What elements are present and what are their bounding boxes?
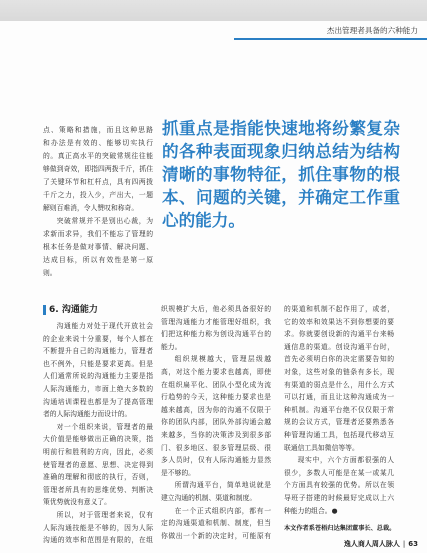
text-line: 则。	[43, 269, 57, 277]
text-line: 种机制。沟通平台绝不仅仅限于常	[284, 405, 394, 414]
running-header-title: 杰出管理者具备的六种能力	[326, 26, 418, 35]
text-line: 抓重点是指能快速地将纷繁复杂	[162, 119, 400, 138]
text-line: 沟通的效率和范围是有限的，在组	[43, 536, 153, 545]
text-line: 种管理沟通工具，包括现代移动互	[284, 430, 394, 439]
header-band	[0, 0, 427, 21]
text-line: 对一个组织来说，管理者的最	[56, 422, 153, 431]
paragraph	[162, 117, 400, 232]
text-line: 对象，这些对象的链条有多长，现	[284, 367, 394, 376]
text-line: 点、策略和措施，而且这种思路	[43, 126, 153, 134]
text-line: 门、很多地区、很多管理层级、很	[161, 443, 271, 452]
text-line: 沟通能力对处于现代开放社会	[56, 322, 153, 330]
text-line: 个方面具有较强的优势。所以在领	[284, 481, 394, 490]
text-line: 建立沟通的机制、渠道和制度。	[161, 493, 257, 502]
text-line: 来越多，当你的决策涉及到很多部	[161, 430, 271, 439]
footer-separator: |	[402, 540, 406, 548]
text-line: 在组织扁平化、团队小型化成为流	[161, 380, 271, 389]
intro-column	[43, 124, 153, 280]
text-line: 管理者所具有的思维优势、判断决	[43, 485, 153, 494]
section-heading: 6. 沟通能力	[49, 305, 98, 315]
text-line: 种能力的组合。●	[284, 506, 338, 515]
text-line: 和办法是有效的、能够切实执行	[43, 139, 153, 147]
text-line: 也不例外，只能是要求更高。但是	[43, 359, 153, 368]
text-line: 可以打通，而且让这种沟通成为一	[284, 393, 394, 402]
text-line: 你做出一个新的决定时，可能原有	[161, 531, 271, 540]
text-line: 的。真正高水平的突破常规往往能	[43, 152, 153, 160]
paragraph	[161, 479, 271, 504]
pull-quote	[162, 117, 400, 232]
text-line: 者的人际沟通能力而设计的。	[43, 410, 132, 419]
text-line: 能力。	[161, 342, 182, 351]
text-line: 人们通常所说的沟通能力主要是指	[43, 372, 153, 381]
text-line: 在一个正式组织内部，都有一	[174, 506, 271, 515]
text-line: 们把这种能力称为创设沟通平台的	[161, 330, 271, 339]
text-line: 准确的理解和彻底的执行，否则，	[43, 473, 153, 482]
text-line: 高，对这个能力要求也越高，即使	[161, 367, 271, 376]
text-line: 根本任务是做对事情、解决问题、	[43, 243, 153, 251]
text-line: 人际沟通技能是不够的，因为人际	[43, 523, 153, 532]
text-line: 通信息的渠道。创设沟通平台时，	[284, 342, 394, 351]
text-line: 心的能力。	[162, 211, 245, 230]
text-line: 本、问题的关键，并确定工作重	[162, 188, 400, 207]
text-line: 的企业来说十分重要，每个人都在	[43, 334, 153, 343]
text-line: 了关键环节和杠杆点，具有四两拨	[43, 178, 153, 186]
text-line: 解则百难消，令人赞叹和称奇。	[43, 204, 139, 212]
text-line: 不断提升自己的沟通能力，管理者	[43, 347, 153, 356]
text-line: 你的团队内部，团队外部沟通会越	[161, 418, 271, 427]
paragraph	[161, 303, 271, 353]
text-line: 规的会议方式，管理者还要熟悉各	[284, 418, 394, 427]
text-line: 组织规模越大，管理层级越	[174, 355, 271, 364]
text-line: 求。你就要创设新的沟通平台来畅	[284, 330, 394, 339]
text-line: 多人员时，仅有人际沟通能力显然	[161, 456, 271, 465]
text-line: 所以，对于管理者来说，仅有	[56, 510, 153, 519]
text-line: 首先必须明白你的决定需要告知的	[284, 355, 394, 364]
text-line: 联通信工具如微信等等。	[284, 443, 359, 452]
text-line: 是不够的。	[161, 468, 195, 477]
paragraph	[161, 505, 271, 543]
section-marker	[43, 305, 46, 315]
text-line: 明前行和胜利的方向，因此，必须	[43, 447, 153, 456]
text-line: 行趋势的今天，这种能力要求也是	[161, 393, 271, 402]
text-line: 达成目标，所以有效性是第一原	[43, 256, 153, 264]
text-line: 定的沟通渠道和机制、制度，但当	[161, 519, 271, 528]
text-line: 很少，多数人可能是在某一或某几	[284, 468, 394, 477]
text-line: 沟通培训课程也都是为了提高管理	[43, 397, 153, 406]
text-line: 现实中，六个方面都很强的人	[297, 456, 394, 465]
text-line: 够做到奇效，即指四两拨千斤，抓住	[43, 165, 153, 173]
text-line: 管理沟通能力才能管理好组织，我	[161, 317, 271, 326]
text-line: 清晰的事物特征，抓住事物的根	[162, 165, 400, 184]
text-line: 使管理者的意愿、思想、决定得到	[43, 460, 153, 469]
text-line: 千斤之力，投入少，产出大，一题	[43, 191, 153, 199]
page-number: 63	[408, 540, 418, 548]
paragraph	[43, 124, 153, 215]
text-line: 导班子搭建的时候最好完成以上六	[284, 493, 394, 502]
text-line: 突破常规并不是别出心裁，为	[56, 217, 153, 225]
body-column-left	[43, 320, 153, 547]
text-line: 所谓沟通平台，简单地说就是	[174, 481, 271, 490]
body-column-right	[284, 303, 394, 517]
paragraph	[43, 421, 153, 509]
text-line: 的各种表面现象归纳总结为结构	[162, 142, 400, 161]
page-footer	[344, 538, 418, 550]
text-line: 大价值是能够做出正确的决策，指	[43, 435, 153, 444]
text-line: 人际沟通能力，市面上绝大多数的	[43, 384, 153, 393]
body-column-middle	[161, 303, 271, 542]
paragraph	[43, 509, 153, 547]
text-line: 的渠道和机制不起作用了，或者，	[284, 305, 394, 313]
paragraph	[284, 303, 394, 454]
paragraph	[43, 320, 153, 421]
text-line: 策优势就没有意义了。	[43, 498, 111, 507]
text-line: 越来越高，因为你的沟通不仅限于	[161, 405, 271, 414]
publication-name: 逸人商人周人脉人	[343, 540, 400, 548]
paragraph	[43, 215, 153, 280]
text-line: 它的效率和效果达不到你想要的要	[284, 317, 394, 326]
paragraph	[161, 353, 271, 479]
text-line: 有渠道的弱点是什么，用什么方式	[284, 380, 394, 389]
text-line: 织规模扩大后，他必须具备很好的	[161, 305, 271, 313]
paragraph	[284, 454, 394, 517]
header-rule	[234, 38, 427, 40]
text-line: 求新而求异，我们不能忘了管理的	[43, 230, 153, 238]
author-note: 本文作者系苍梧归达集团董事长、总裁。	[284, 525, 396, 532]
